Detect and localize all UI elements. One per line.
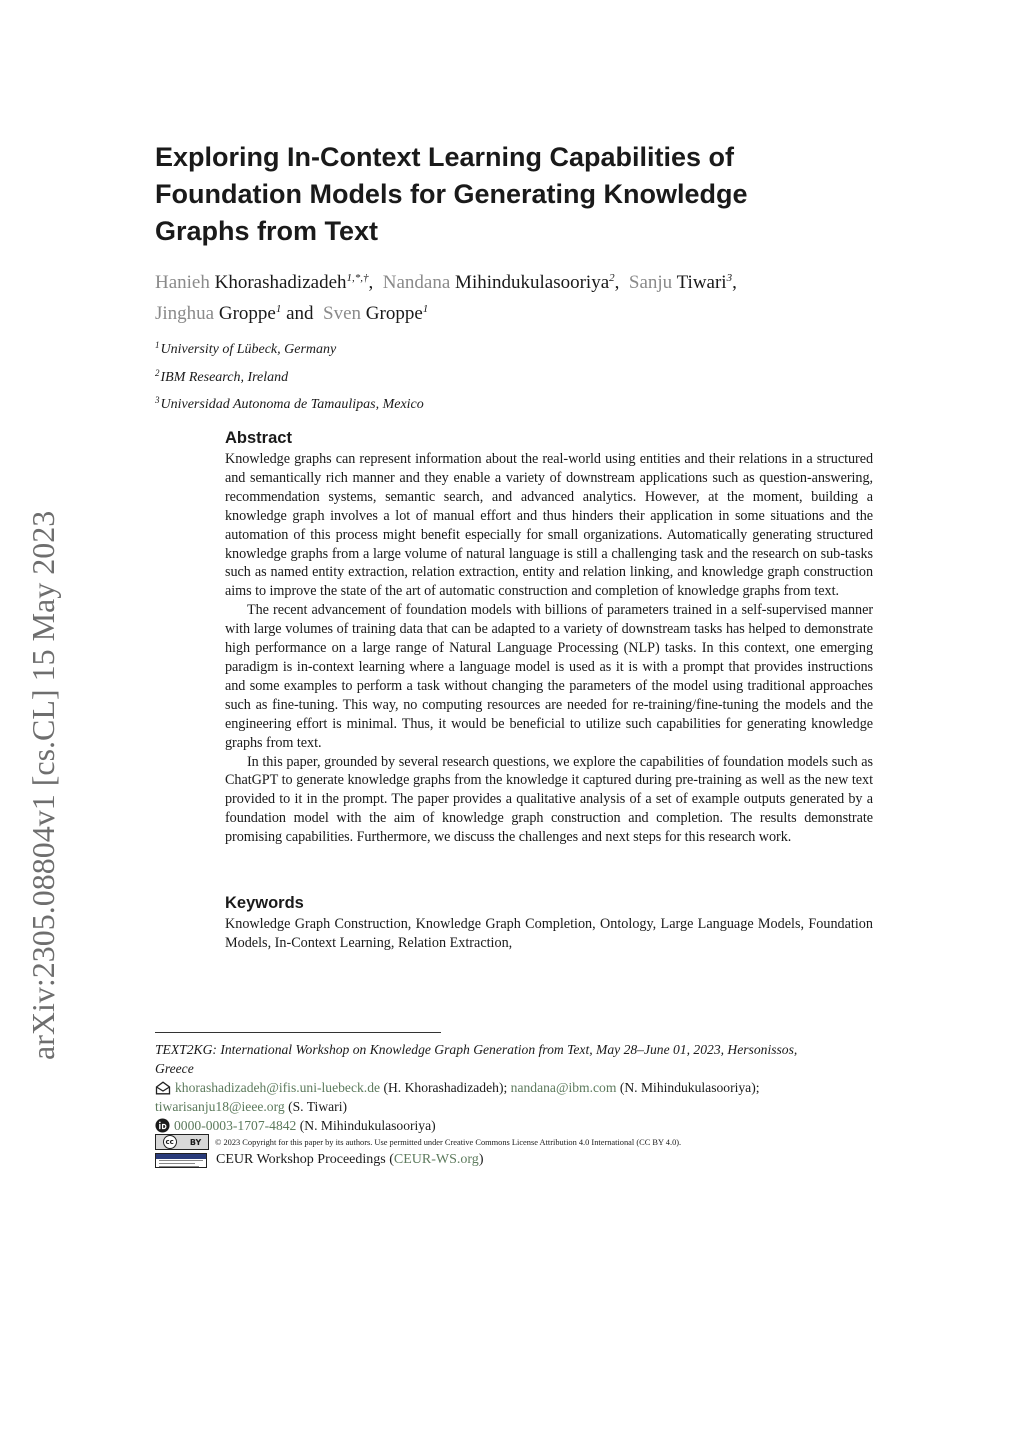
author-last-name: Mihindukulasooriya bbox=[455, 272, 610, 293]
email-owner: (N. Mihindukulasooriya); bbox=[619, 1080, 760, 1095]
author-separator: , bbox=[732, 272, 737, 293]
footnote-rule bbox=[155, 1032, 441, 1033]
author bbox=[383, 272, 620, 293]
author-separator: , bbox=[368, 272, 374, 293]
affiliation-text: Universidad Autonoma de Tamaulipas, Mexico bbox=[160, 397, 424, 412]
ceur-text: CEUR Workshop Proceedings ( bbox=[216, 1152, 394, 1167]
keywords-body: Knowledge Graph Construction, Knowledge Graph Completion, Ontology, Large Language Models, Foundation Models, In-Context Learning, Relation Extraction, bbox=[225, 916, 873, 951]
abstract-body bbox=[225, 450, 873, 847]
envelope-icon bbox=[155, 1081, 171, 1095]
cc-badge-right: BY bbox=[189, 1137, 202, 1147]
author-last-name: Groppe bbox=[218, 303, 276, 324]
email-owner: (H. Khorashadizadeh); bbox=[383, 1080, 508, 1095]
email-line bbox=[155, 1097, 875, 1116]
author-first-name: Nandana bbox=[382, 272, 451, 293]
ceur-link[interactable]: CEUR-WS.org bbox=[393, 1152, 479, 1167]
author bbox=[323, 303, 428, 324]
email-owner: (S. Tiwari) bbox=[288, 1099, 347, 1114]
cc-badge-left: cc bbox=[163, 1135, 177, 1149]
title-line: Foundation Models for Generating Knowledge bbox=[155, 179, 748, 209]
affiliation bbox=[155, 334, 855, 362]
arxiv-stamp: arXiv:2305.08804v1 [cs.CL] 15 May 2023 bbox=[25, 510, 61, 1060]
affiliation bbox=[155, 362, 855, 390]
author-first-name: Sven bbox=[323, 303, 362, 324]
affiliation-list bbox=[155, 334, 855, 417]
email-line bbox=[155, 1078, 875, 1097]
affiliation-superscript: 3 bbox=[155, 395, 160, 405]
title-line: Graphs from Text bbox=[155, 216, 379, 246]
email-link[interactable]: khorashadizadeh@ifis.uni-luebeck.de bbox=[175, 1080, 381, 1095]
ceur-logo-icon bbox=[155, 1153, 207, 1168]
copyright-text: © 2023 Copyright for this paper by its authors. Use permitted under Creative Commons License Attribution 4.0 International (CC BY 4.0). bbox=[215, 1137, 682, 1147]
email-link[interactable]: nandana@ibm.com bbox=[510, 1080, 617, 1095]
author-last-name: Khorashadizadeh bbox=[214, 272, 347, 293]
author-superscript: 2 bbox=[609, 272, 615, 284]
author-first-name: Sanju bbox=[628, 272, 673, 293]
author-last-name: Groppe bbox=[365, 303, 423, 324]
affiliation bbox=[155, 389, 855, 417]
orcid-owner: (N. Mihindukulasooriya) bbox=[299, 1118, 436, 1133]
author-superscript: 1 bbox=[275, 303, 282, 315]
author-first-name: Hanieh bbox=[155, 272, 210, 293]
affiliation-text: University of Lübeck, Germany bbox=[160, 342, 337, 357]
affiliation-superscript: 2 bbox=[155, 367, 160, 378]
conference-note bbox=[155, 1040, 875, 1078]
orcid-link[interactable]: 0000-0003-1707-4842 bbox=[174, 1118, 297, 1133]
ceur-line bbox=[155, 1152, 483, 1168]
keywords-heading: Keywords bbox=[225, 894, 304, 912]
author-first-name: Jinghua bbox=[155, 303, 215, 324]
abstract-heading: Abstract bbox=[225, 429, 292, 447]
abstract-paragraph: The recent advancement of foundation models with billions of parameters trained in a self-supervised manner with large volumes of training data that can be adapted to a variety of downstream tasks has helped to demonstrate high performance on a large range of Natural Language Processing (NLP) tasks. In this context, one emerging paradigm is in-context learning where a language model is used as it is with a prompt that provides instructions and some examples to perform a task without changing the parameters of the model using traditional approaches such as fine-tuning. This way, no computing resources are needed for re-training/fine-tuning the models and the engineering effort is minimal. Thus, it would be beneficial to utilize such capabilities for generating knowledge graphs from text. bbox=[225, 602, 873, 751]
author-row bbox=[155, 265, 875, 296]
ceur-close: ) bbox=[478, 1152, 484, 1167]
conference-line: Greece bbox=[155, 1061, 194, 1076]
author-last-name: Tiwari bbox=[676, 272, 727, 293]
author-separator: and bbox=[281, 303, 314, 324]
title-line: Exploring In-Context Learning Capabilities of bbox=[155, 142, 735, 172]
email-link[interactable]: tiwarisanju18@ieee.org bbox=[155, 1099, 285, 1114]
author-superscript: 1,*,† bbox=[346, 272, 369, 284]
footnotes bbox=[155, 1040, 875, 1135]
license-line bbox=[155, 1134, 681, 1150]
author-list bbox=[155, 265, 875, 327]
cc-by-icon bbox=[155, 1134, 209, 1150]
author bbox=[155, 303, 314, 324]
author-separator: , bbox=[614, 272, 620, 293]
author-row bbox=[155, 296, 875, 327]
orcid-icon bbox=[155, 1118, 170, 1133]
paper-title bbox=[155, 139, 875, 250]
conference-line: TEXT2KG: International Workshop on Knowledge Graph Generation from Text, May 28–June 01, 2023, Hersonissos, bbox=[155, 1042, 798, 1057]
affiliation-superscript: 1 bbox=[155, 340, 160, 350]
affiliation-text: IBM Research, Ireland bbox=[160, 369, 289, 385]
abstract-paragraph: Knowledge graphs can represent information about the real-world using entities and their relations in a structured and semantically rich manner and they enable a variety of downstream applications such as question-answering, recommendation systems, semantic search, and advanced analytics. However, at the moment, building a knowledge graph involves a lot of manual effort and thus hinders their application in some situations and the automation of this process might benefit especially for small organizations. Automatically generating structured knowledge graphs from a large volume of natural language is still a challenging task and the research on sub-tasks such as named entity extraction, relation extraction, entity and relation linking, and knowledge graph construction aims to improve the state of the art of automatic construction and completion of knowledge graphs from text. bbox=[225, 451, 873, 600]
abstract-paragraph: In this paper, grounded by several research questions, we explore the capabilities of foundation models such as ChatGPT to generate knowledge graphs from the knowledge it captured during pre-training as well as the new text provided to it in the prompt. The paper provides a qualitative analysis of a set of example outputs generated by a foundation model with the aim of knowledge graph construction and completion. The results demonstrate promising capabilities. Furthermore, we discuss the challenges and next steps for this research work. bbox=[225, 753, 873, 846]
author-superscript: 1 bbox=[422, 303, 429, 315]
author-superscript: 3 bbox=[726, 272, 733, 284]
author bbox=[155, 272, 373, 293]
author bbox=[629, 272, 737, 293]
orcid-line bbox=[155, 1116, 875, 1135]
